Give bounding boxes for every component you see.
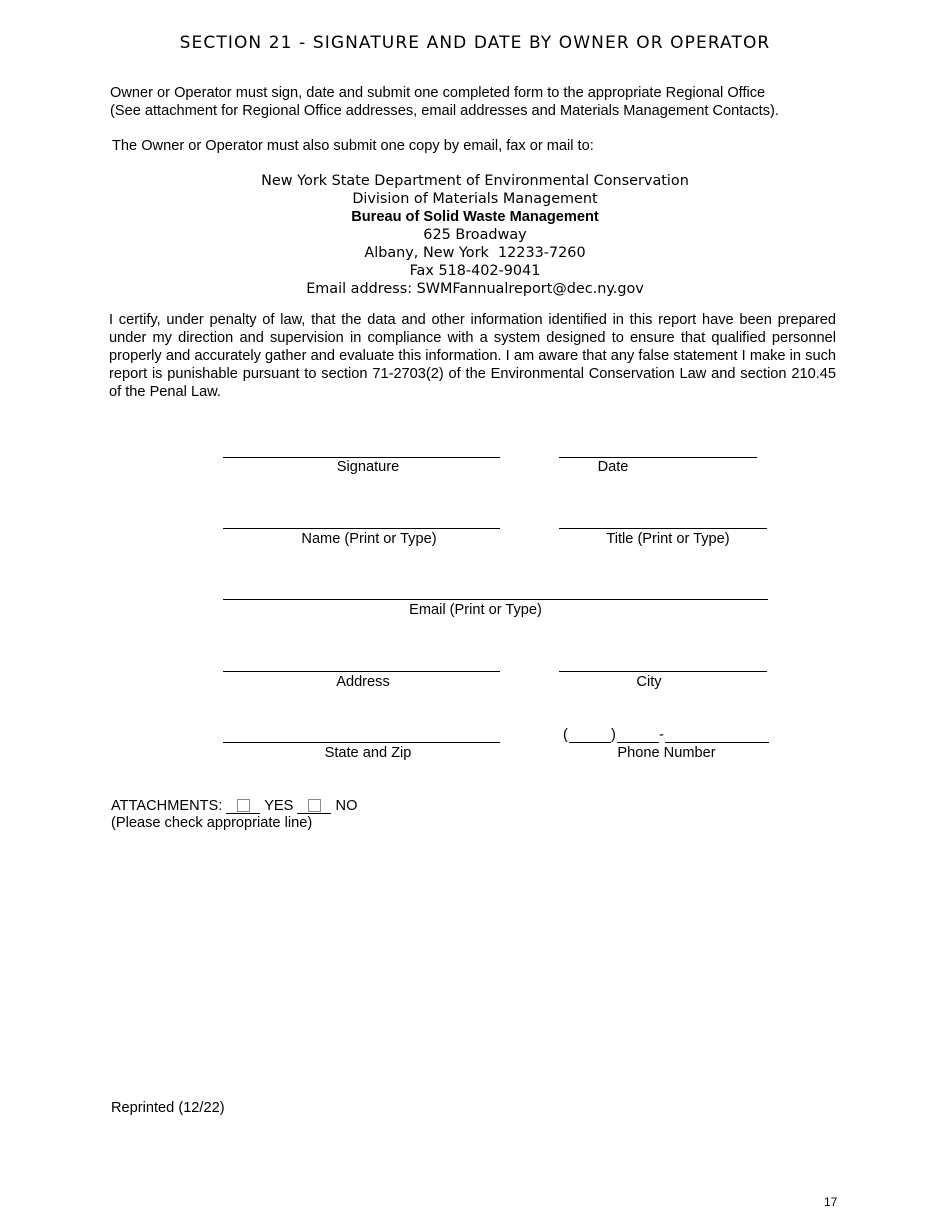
certification-statement: I certify, under penalty of law, that the data and other information identified in this report have been prepared under my direction and supervision in compliance with a system designed to ensure that qualified personnel properly and accurately gather and evaluate this information. I am aware that any false statement I make in such report is punishable pursuant to section 71-2703(2) of the Environmental Conservation Law and section 210.45 of the Penal Law.: [109, 312, 836, 400]
section-title: SECTION 21 - SIGNATURE AND DATE BY OWNER OR OPERATOR: [179, 33, 771, 53]
intro-line-1: Owner or Operator must sign, date and submit one completed form to the appropriate Regional Office: [110, 85, 766, 101]
signature-label: Signature: [336, 459, 400, 475]
mailing-address-block: [0, 172, 950, 298]
copy-instruction: The Owner or Operator must also submit one copy by email, fax or mail to:: [112, 138, 594, 154]
attachments-yes-blank[interactable]: [226, 799, 260, 814]
name-label: Name (Print or Type): [301, 531, 437, 547]
city-line[interactable]: [559, 671, 767, 672]
phone-prefix-line[interactable]: [617, 742, 659, 743]
address-label: Address: [336, 674, 390, 690]
city-label: City: [636, 674, 662, 690]
reprinted-date: Reprinted (12/22): [111, 1100, 225, 1116]
phone-label: Phone Number: [617, 745, 716, 761]
phone-open-paren: (: [563, 727, 568, 743]
division-name: Division of Materials Management: [352, 191, 598, 207]
city-state-zip: Albany, New York 12233-7260: [364, 245, 586, 261]
department-name: New York State Department of Environmental Conservation: [261, 173, 689, 189]
phone-close-paren: ): [611, 727, 616, 743]
email-line[interactable]: [223, 599, 768, 600]
attachments-no-label: NO: [335, 798, 358, 814]
email-address: Email address: SWMFannualreport@dec.ny.gov: [306, 281, 644, 297]
attachments-no-checkbox[interactable]: [308, 799, 321, 812]
phone-dash: -: [659, 727, 664, 743]
phone-line-number-line[interactable]: [665, 742, 769, 743]
title-label: Title (Print or Type): [606, 531, 730, 547]
fax-number: Fax 518-402-9041: [409, 263, 541, 279]
page-number: 17: [824, 1195, 838, 1209]
bureau-name: Bureau of Solid Waste Management: [351, 209, 599, 225]
address-line[interactable]: [223, 671, 500, 672]
email-label: Email (Print or Type): [409, 602, 542, 618]
title-line[interactable]: [559, 528, 767, 529]
state-zip-label: State and Zip: [324, 745, 412, 761]
attachments-note: (Please check appropriate line): [111, 815, 313, 831]
intro-paragraph: [110, 84, 850, 120]
intro-line-2: (See attachment for Regional Office addresses, email addresses and Materials Management Contacts).: [110, 103, 779, 119]
signature-line[interactable]: [223, 457, 500, 458]
name-line[interactable]: [223, 528, 500, 529]
attachments-no-blank[interactable]: [297, 799, 331, 814]
street-address: 625 Broadway: [423, 227, 527, 243]
attachments-yes-checkbox[interactable]: [237, 799, 250, 812]
state-zip-line[interactable]: [223, 742, 500, 743]
attachments-yes-label: YES: [264, 798, 294, 814]
attachments-label: ATTACHMENTS:: [111, 798, 223, 814]
date-label: Date: [597, 459, 629, 475]
phone-area-code-line[interactable]: [569, 742, 611, 743]
attachments-section: [111, 798, 357, 832]
date-line[interactable]: [559, 457, 757, 458]
